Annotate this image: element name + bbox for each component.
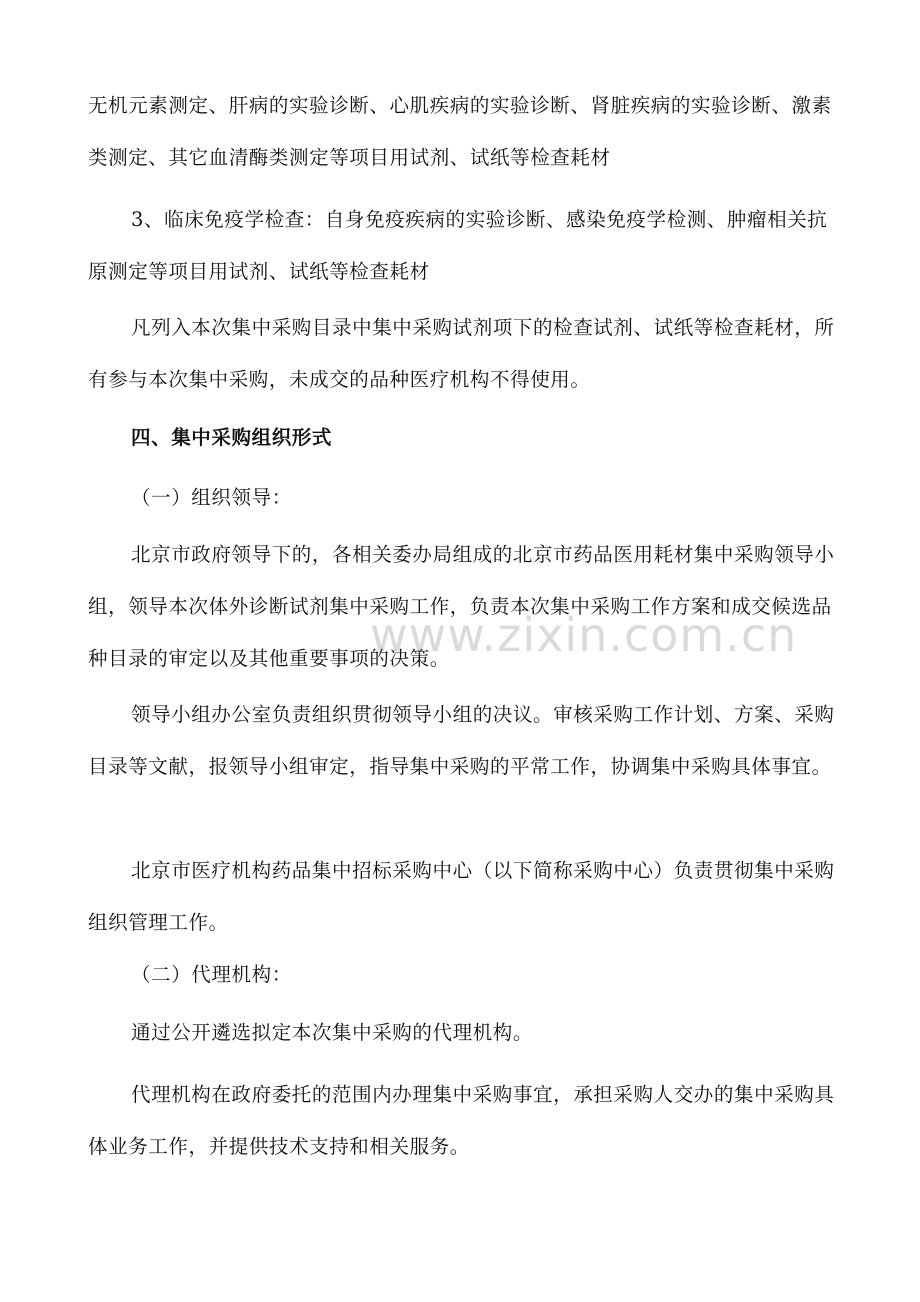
paragraph-leadership-office: 领导小组办公室负责组织贯彻领导小组的决议。审核采购工作计划、方案、采购目录等文献，报领导小组审定，指导集中采购的平常工作，协调集中采购具体事宜。 — [88, 703, 835, 778]
paragraph-leadership-group: 北京市政府领导下的，各相关委办局组成的北京市药品医用耗材集中采购领导小组，领导本次体外诊断试剂集中采购工作，负责本次集中采购工作方案和成交候选品种目录的审定以及其他重要事项的决策。 — [88, 543, 835, 670]
paragraph-clinical-immunology: 3、临床免疫学检查：自身免疫疾病的实验诊断、感染免疫学检测、肿瘤相关抗原测定等项目用试剂、试纸等检查耗材 — [88, 208, 828, 283]
paragraph-procurement-center: 北京市医疗机构药品集中招标采购中心（以下简称采购中心）负责贯彻集中采购组织管理工作。 — [88, 859, 835, 934]
paragraph-test-items-continued: 无机元素测定、肝病的实验诊断、心肌疾病的实验诊断、肾脏疾病的实验诊断、激素类测定、其它血清酶类测定等项目用试剂、试纸等检查耗材 — [88, 94, 832, 169]
watermark: www.zixin.com.cn — [370, 608, 798, 662]
paragraph-procurement-scope: 凡列入本次集中采购目录中集中采购试剂项下的检查试剂、试纸等检查耗材，所有参与本次集中采购，未成交的品种医疗机构不得使用。 — [88, 316, 835, 391]
paragraph-agency-duties: 代理机构在政府委托的范围内办理集中采购事宜，承担采购人交办的集中采购具体业务工作，并提供技术支持和相关服务。 — [88, 1083, 835, 1158]
subheading-agency: （二）代理机构： — [131, 963, 292, 986]
paragraph-agency-selection: 通过公开遴选拟定本次集中采购的代理机构。 — [131, 1021, 534, 1044]
section-heading-organization: 四、集中采购组织形式 — [131, 426, 333, 449]
subheading-leadership: （一）组织领导： — [131, 486, 292, 509]
